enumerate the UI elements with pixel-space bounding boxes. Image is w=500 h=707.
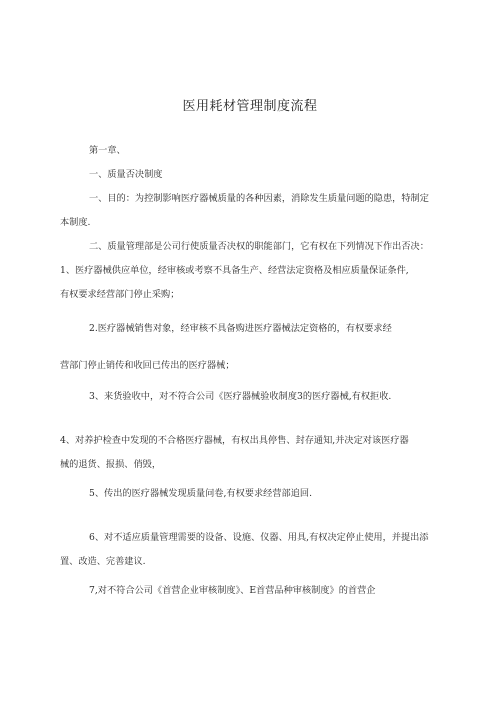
paragraph-line: 6、对不适应质量管理需要的设备、设施、仪器、用具,有权决定停止使用，并提出添 (89, 532, 429, 543)
paragraph-line: 1、医疗器械供应单位，经审核或考察不具备生产、经营法定资格及相应质量保证条件, (60, 265, 409, 276)
paragraph-line: 置、改造、完善建议. (60, 556, 146, 567)
paragraph-line: 4、对养护检查中发现的不合格医疗器械，有权出具停售、封存通知,并决定对该医疗器 (60, 435, 409, 446)
paragraph-line: 有权要求经营部门停止采购； (60, 289, 180, 300)
paragraph-line: 本制度. (60, 217, 91, 228)
paragraph-line: 5、传出的医疗器械发现质量问卷,有权要求经营部追回. (89, 488, 312, 499)
paragraph-line: 二、质量管理部是公司行使质量否决权的职能部门，它有权在下列情况下作出否决： (89, 241, 429, 252)
paragraph-line: 2.医疗器械销售对象，经审核不具备购进医疗器械法定资格的，有权要求经 (89, 323, 392, 334)
paragraph-line: 营部门停止销传和收回已传出的医疗器械； (60, 360, 235, 371)
paragraph-line: 一、目的：为控制影响医疗器械质量的各种因素，消除发生质量问题的隐患，特制定 (89, 193, 429, 204)
document-title: 医用耗材管理制度流程 (182, 99, 318, 114)
chapter-heading: 第一章、 (89, 145, 126, 156)
paragraph-line: 械的退货、报损、俏毁， (60, 459, 162, 470)
paragraph-line: 3、来货验收中，对不符合公司《医疗器械验收制度3的医疗器械,有权拒收. (89, 391, 392, 402)
paragraph-line: 7,对不符合公司《首营企业审核制度》、E首营品种审核制度》的首营企 (89, 585, 376, 596)
section-heading: 一、质量否决制度 (89, 169, 163, 180)
